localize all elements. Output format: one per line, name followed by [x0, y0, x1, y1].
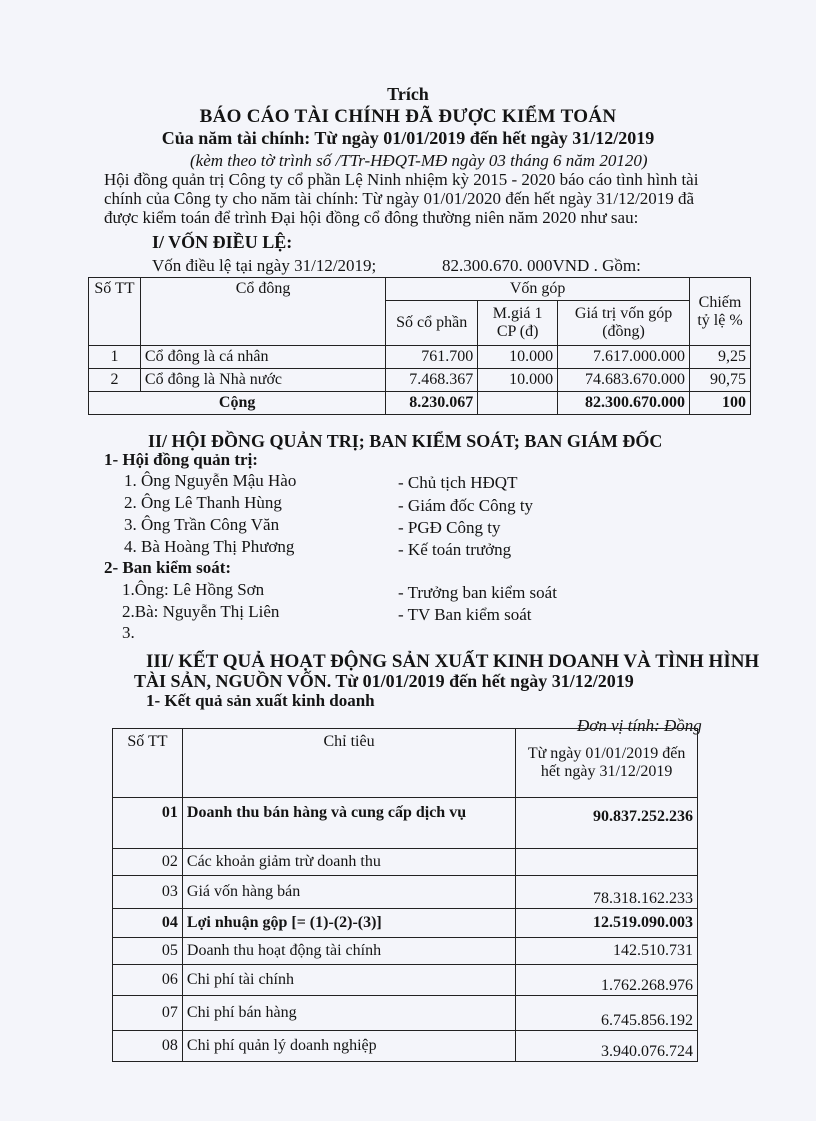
- row-value: 12.519.090.003: [516, 909, 698, 938]
- row-value: 6.745.856.192: [516, 996, 698, 1031]
- row-value: 142.510.731: [516, 938, 698, 965]
- section-3-heading-1: III/ KẾT QUẢ HOẠT ĐỘNG SẢN XUẤT KINH DOANH VÀ TÌNH HÌNH: [146, 651, 760, 672]
- total-label: Cộng: [89, 392, 386, 415]
- row-stt: 08: [113, 1031, 183, 1062]
- capital-line-b: 82.300.670. 000VND . Gồm:: [442, 256, 641, 275]
- results-table: [112, 728, 698, 1062]
- row-stt: 06: [113, 965, 183, 996]
- table-row: [113, 876, 698, 909]
- table-row: [113, 909, 698, 938]
- table-row: [113, 1031, 698, 1062]
- total-value: 82.300.670.000: [558, 392, 690, 415]
- header-so-co-phan: Số cổ phần: [386, 301, 478, 346]
- table-row: [113, 965, 698, 996]
- row-par: 10.000: [478, 369, 558, 392]
- row-value: [516, 849, 698, 876]
- header-menh-gia: M.giá 1 CP (đ): [478, 301, 558, 346]
- total-row: [89, 392, 751, 415]
- row-name: Cổ đông là Nhà nước: [140, 369, 385, 392]
- fiscal-year-line: Của năm tài chính: Từ ngày 01/01/2019 đến hết ngày 31/12/2019: [161, 128, 655, 148]
- row-shares: 761.700: [386, 346, 478, 369]
- row-label: Doanh thu bán hàng và cung cấp dịch vụ: [182, 798, 515, 849]
- intro-line-2: chính của Công ty cho năm tài chính: Từ ngày 01/01/2020 đến hết ngày 31/12/2019 đã: [104, 189, 695, 208]
- table-row: [113, 849, 698, 876]
- table-row: [113, 996, 698, 1031]
- header-stt: Số TT: [89, 278, 141, 346]
- row-label: Giá vốn hàng bán: [182, 876, 515, 909]
- board-heading: 1- Hội đồng quản trị:: [104, 450, 258, 469]
- intro-line-3: được kiểm toán để trình Đại hội đồng cổ đông thường niên năm 2020 như sau:: [104, 208, 639, 227]
- control-member-name: 2.Bà: Nguyễn Thị Liên: [122, 602, 280, 621]
- header-gia-tri: Giá trị vốn góp (đồng): [558, 301, 690, 346]
- header-chi-tieu: Chỉ tiêu: [182, 729, 515, 798]
- table-row: [113, 798, 698, 849]
- control-member-role: - TV Ban kiểm soát: [398, 605, 532, 624]
- report-title: BÁO CÁO TÀI CHÍNH ĐÃ ĐƯỢC KIỂM TOÁN: [199, 106, 617, 127]
- header-stt: Số TT: [113, 729, 183, 798]
- row-pct: 90,75: [690, 369, 751, 392]
- board-member-role: - Kế toán trưởng: [398, 540, 512, 559]
- board-member-role: - PGĐ Công ty: [398, 518, 501, 537]
- row-value: 1.762.268.976: [516, 965, 698, 996]
- row-label: Lợi nhuận gộp [= (1)-(2)-(3)]: [182, 909, 515, 938]
- unit-label: Đơn vị tính: Đồng: [577, 716, 702, 735]
- board-member-role: - Chủ tịch HĐQT: [398, 473, 518, 492]
- row-value: 74.683.670.000: [558, 369, 690, 392]
- row-label: Doanh thu hoạt động tài chính: [182, 938, 515, 965]
- section-2-heading: II/ HỘI ĐỒNG QUẢN TRỊ; BAN KIỂM SOÁT; BAN GIÁM ĐỐC: [148, 431, 663, 451]
- row-label: Chi phí quản lý doanh nghiệp: [182, 1031, 515, 1062]
- table-row: [89, 369, 751, 392]
- row-stt: 07: [113, 996, 183, 1031]
- board-member-name: 3. Ông Trần Công Văn: [124, 515, 280, 534]
- control-heading: 2- Ban kiểm soát:: [104, 558, 232, 577]
- row-value: 78.318.162.233: [516, 876, 698, 909]
- board-member-role: - Giám đốc Công ty: [398, 496, 534, 515]
- capital-line-a: Vốn điều lệ tại ngày 31/12/2019;: [152, 256, 377, 275]
- header-von-gop: Vốn góp: [386, 278, 690, 301]
- control-member-name: 1.Ông: Lê Hồng Sơn: [122, 580, 265, 599]
- row-label: Chi phí tài chính: [182, 965, 515, 996]
- header-ty-le: Chiếm tỷ lệ %: [690, 278, 751, 346]
- total-pct: 100: [690, 392, 751, 415]
- row-stt: 01: [113, 798, 183, 849]
- row-value: 90.837.252.236: [516, 798, 698, 849]
- row-stt: 1: [89, 346, 141, 369]
- section-3-subheading: 1- Kết quả sản xuất kinh doanh: [146, 691, 375, 710]
- row-name: Cổ đông là cá nhân: [140, 346, 385, 369]
- trich-label: Trích: [387, 84, 429, 104]
- control-member-name: 3.: [122, 623, 135, 642]
- control-member-role: - Trưởng ban kiểm soát: [398, 583, 557, 602]
- row-value: 3.940.076.724: [516, 1031, 698, 1062]
- header-co-dong: Cổ đông: [140, 278, 385, 346]
- board-member-name: 1. Ông Nguyễn Mậu Hào: [124, 471, 297, 490]
- attachment-line: (kèm theo tờ trình số /TTr-HĐQT-MĐ ngày 03 tháng 6 năm 20120): [190, 151, 648, 170]
- row-label: Chi phí bán hàng: [182, 996, 515, 1031]
- table-row: [113, 938, 698, 965]
- row-label: Các khoản giảm trừ doanh thu: [182, 849, 515, 876]
- row-stt: 05: [113, 938, 183, 965]
- row-par: 10.000: [478, 346, 558, 369]
- section-1-heading: I/ VỐN ĐIỀU LỆ:: [152, 232, 293, 252]
- board-member-name: 2. Ông Lê Thanh Hùng: [124, 493, 282, 512]
- table-row: [89, 346, 751, 369]
- section-3-heading-2: TÀI SẢN, NGUỒN VỐN. Từ 01/01/2019 đến hết ngày 31/12/2019: [134, 671, 634, 691]
- row-stt: 02: [113, 849, 183, 876]
- row-stt: 04: [113, 909, 183, 938]
- row-value: 7.617.000.000: [558, 346, 690, 369]
- total-shares: 8.230.067: [386, 392, 478, 415]
- row-stt: 03: [113, 876, 183, 909]
- intro-line-1: Hội đồng quản trị Công ty cổ phần Lệ Ninh nhiệm kỳ 2015 - 2020 báo cáo tình hình tài: [104, 170, 699, 189]
- row-stt: 2: [89, 369, 141, 392]
- header-period: Từ ngày 01/01/2019 đến hết ngày 31/12/2019: [516, 729, 698, 798]
- row-pct: 9,25: [690, 346, 751, 369]
- board-member-name: 4. Bà Hoàng Thị Phương: [124, 537, 295, 556]
- capital-table: [88, 277, 751, 415]
- row-shares: 7.468.367: [386, 369, 478, 392]
